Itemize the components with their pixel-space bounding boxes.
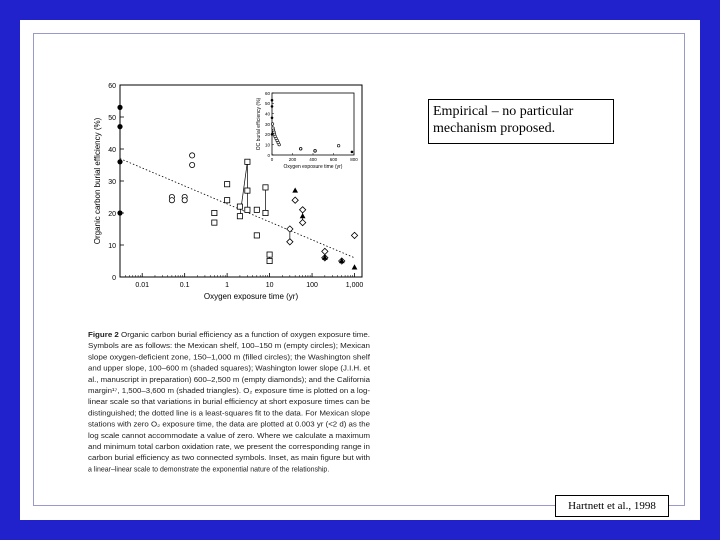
x-axis-label: Oxygen exposure time (yr) (203, 292, 299, 301)
inset-x-axis-label: Oxygen exposure time (yr) (283, 164, 343, 170)
data-point (225, 182, 230, 187)
data-point (245, 188, 250, 193)
data-point (314, 150, 317, 153)
data-point (212, 220, 217, 225)
y-tick-label: 10 (108, 243, 116, 250)
data-point (237, 214, 242, 219)
data-point (351, 151, 354, 154)
inset-y-tick-label: 10 (264, 142, 270, 148)
caption-line: a linear–linear scale to demonstrate the exponential nature of the relationship. (88, 466, 330, 474)
data-point (322, 248, 328, 254)
citation-box: Hartnett et al., 1998 (555, 495, 669, 517)
inset-y-tick-label: 0 (267, 152, 270, 158)
slide (20, 20, 700, 520)
data-point (245, 159, 250, 164)
y-tick-label: 50 (108, 115, 116, 122)
inset-x-tick-label: 0 (270, 157, 274, 162)
inset-frame (272, 93, 354, 155)
annotation-callout: Empirical – no particular mechanism proposed. (428, 99, 614, 144)
data-point (117, 210, 122, 215)
data-point (292, 197, 298, 203)
data-point (254, 233, 259, 238)
data-point (271, 99, 274, 102)
data-point (267, 258, 272, 263)
data-point (292, 187, 298, 192)
figure-panel (82, 65, 382, 505)
data-point (212, 210, 217, 215)
data-point (117, 159, 122, 164)
data-point (271, 117, 274, 120)
y-tick-label: 60 (108, 83, 116, 90)
data-point (271, 123, 274, 126)
x-tick-label: 10 (265, 282, 274, 289)
x-tick-label: 0.1 (179, 282, 190, 289)
data-point (117, 124, 122, 129)
data-point (271, 133, 274, 136)
caption-line: Figure 2 Organic carbon burial efficiency as a function of oxygen exposure time. (88, 332, 341, 339)
data-point (254, 207, 259, 212)
data-point (182, 198, 187, 203)
caption-line: and minimum total carbon oxidation rate, we present the corresponding range in (88, 444, 371, 451)
data-point (352, 264, 358, 269)
caption-line: al., manuscript in preparation) 600–2,500 m (empty diamonds); and the California (88, 376, 371, 384)
inset-x-tick-label: 600 (329, 157, 338, 162)
inset-y-tick-label: 50 (264, 101, 270, 107)
caption-line: Symbols are as follows: the Mexican shelf, 100–150 m (empty circles); Mexican (88, 343, 371, 351)
data-point (190, 162, 195, 167)
data-point (300, 219, 306, 225)
caption-line: log scale cannot accommodate a value of zero. Where we calculate a maximum (88, 432, 371, 440)
x-tick-label: 1 (225, 282, 230, 289)
caption-line: distinguished; the dotted line is a least-squares fit to the data. For Mexican slope (88, 410, 371, 418)
inset-x-tick-label: 200 (288, 157, 297, 162)
data-point (300, 207, 306, 213)
data-point (267, 252, 272, 257)
inset-x-tick-label: 800 (350, 157, 358, 162)
x-tick-label: 100 (306, 282, 318, 289)
data-point (337, 144, 340, 147)
data-point (287, 239, 293, 245)
data-point (117, 105, 122, 110)
inset-chart (256, 91, 358, 170)
data-point (169, 198, 174, 203)
data-point (263, 185, 268, 190)
inset-y-tick-label: 30 (264, 121, 270, 127)
caption-line: and upper slope, 100–600 m (shaded squares); Washington lower slope (J.I.H. et (88, 365, 371, 373)
y-tick-label: 30 (108, 179, 116, 186)
inset-y-tick-label: 40 (264, 111, 270, 117)
inset-y-tick-label: 60 (264, 90, 270, 96)
data-point (263, 210, 268, 215)
data-point (190, 153, 195, 158)
y-tick-label: 20 (108, 211, 116, 218)
caption-line: carbon burial efficiency as two connected symbols. Inset, as main figure but with (88, 455, 371, 463)
x-tick-label: 1,000 (345, 282, 364, 289)
inset-y-tick-label: 20 (264, 132, 270, 138)
y-axis-label: Organic carbon burial efficiency (%) (93, 117, 102, 245)
data-point (237, 204, 242, 209)
inset-x-tick-label: 400 (309, 157, 317, 162)
caption-line: linear scale so that variations in burial efficiency at short exposure times can be (88, 399, 371, 407)
caption-line: stations with zero O₂ exposure time, the data are plotted at 0.003 yr (<2 d) as the (88, 421, 371, 429)
data-point (299, 148, 302, 151)
data-point (225, 198, 230, 203)
inset-y-axis-label: OC burial efficiency (%) (256, 97, 262, 151)
data-point (271, 105, 274, 108)
figure-caption (88, 332, 371, 473)
x-tick-label: 0.01 (135, 282, 150, 289)
data-point (300, 213, 306, 218)
y-tick-label: 40 (108, 147, 116, 154)
caption-line: margin¹⁷, 1,500–3,600 m (shaded triangles). O₂ exposure time is plotted on a log- (88, 388, 371, 395)
data-point (278, 143, 281, 146)
data-point (245, 207, 250, 212)
y-tick-label: 0 (112, 275, 116, 282)
data-point (351, 232, 357, 238)
caption-line: slope oxygen-deficient zone, 150–1,000 m (filled circles); the Washington shelf (88, 354, 371, 362)
